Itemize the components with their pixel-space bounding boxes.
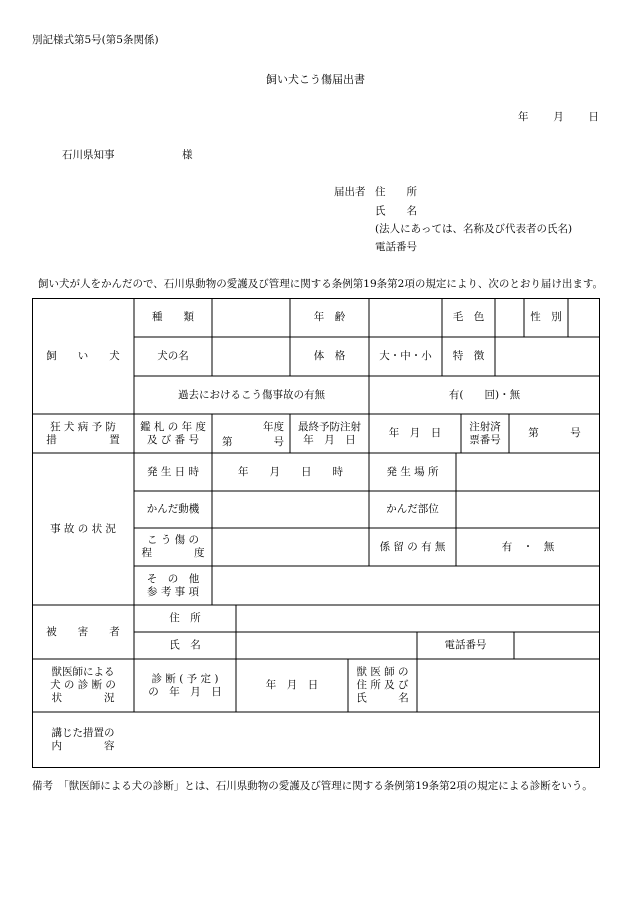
vet-info-field[interactable] (417, 659, 600, 712)
detention-label: 係 留 の 有 無 (379, 540, 446, 553)
tag-no-prefix: 第 (222, 436, 233, 448)
last-vaccination-label (290, 414, 369, 453)
detention-answer[interactable]: 有 ・ 無 (501, 540, 555, 553)
age-label: 年 齢 (313, 311, 346, 323)
past-bites-answer[interactable]: 有( 回)・無 (448, 388, 521, 401)
vet-section-label (32, 659, 134, 712)
vet-section-line1: 獣医師による (51, 666, 115, 678)
incident-section-label: 事 故 の 状 況 (50, 522, 116, 535)
vet-info-line2: 住 所 及 び (356, 679, 409, 691)
breed-field[interactable] (212, 298, 290, 337)
age-field[interactable] (369, 298, 442, 337)
bite-motive-label: かんだ動機 (146, 503, 200, 515)
tag-label-line2: 及 び 番 号 (146, 433, 199, 446)
last-vaccination-line1: 最終予防注射 (298, 420, 361, 433)
measures-field[interactable] (134, 712, 600, 768)
occur-place-label: 発 生 場 所 (386, 465, 439, 478)
victim-name-label: 氏 名 (169, 639, 201, 651)
injury-label (134, 528, 212, 566)
tag-label-line1: 鑑 札 の 年 度 (140, 420, 206, 433)
sex-label: 性 別 (530, 311, 562, 323)
victim-section-label: 被 害 者 (46, 625, 120, 638)
vet-section-line2: 犬 の 診 断 の (50, 679, 116, 691)
tag-label (134, 414, 212, 453)
applicant-address-label: 住 所 (375, 186, 417, 198)
occur-time-field[interactable]: 年 月 日 時 (238, 465, 343, 478)
victim-name-field[interactable] (236, 632, 417, 659)
report-table (32, 298, 600, 768)
intro-text: 飼い犬が人をかんだので、石川県動物の愛護及び管理に関する条例第19条第2項の規定により、次のとおり届け出ます。 (38, 278, 603, 290)
date-month: 月 (553, 111, 564, 123)
occur-place-field[interactable] (456, 453, 600, 491)
victim-phone-field[interactable] (514, 632, 600, 659)
other-notes-line2: 参 考 事 項 (146, 585, 199, 598)
certificate-number-field[interactable]: 第 号 (528, 427, 581, 439)
sex-field[interactable] (568, 298, 600, 337)
other-notes-field[interactable] (212, 566, 600, 605)
breed-label: 種 類 (152, 311, 194, 323)
bite-motive-field[interactable] (212, 491, 369, 528)
past-bites-label: 過去におけるこう傷事故の有無 (178, 388, 325, 401)
diagnosis-date-line1: 診 断 ( 予 定 ) (151, 672, 219, 685)
diagnosis-date-line2: の 年 月 日 (148, 685, 222, 698)
diagnosis-date-field[interactable]: 年 月 日 (265, 679, 319, 691)
applicant-name-label: 氏 名 (375, 205, 417, 217)
applicant-corporate-note: (法人にあっては、名称及び代表者の氏名) (375, 223, 573, 235)
vet-info-line3: 氏 名 (356, 692, 409, 704)
victim-address-field[interactable] (236, 605, 600, 632)
features-field[interactable] (495, 337, 600, 376)
footnote: 備考 「獣医師による犬の診断」とは、石川県動物の愛護及び管理に関する条例第19条第2項の規定による診断をいう。 (32, 780, 593, 792)
vet-section-line3: 状 況 (51, 692, 115, 704)
last-vaccination-field[interactable]: 年 月 日 (388, 427, 442, 439)
date-line (518, 109, 599, 124)
applicant-phone-label: 電話番号 (375, 241, 417, 253)
measures-label (32, 712, 134, 768)
dog-name-field[interactable] (212, 337, 290, 376)
vet-info-line1: 獣 医 師 の (356, 666, 409, 678)
form-number: 別記様式第5号(第5条関係) (32, 34, 159, 46)
coat-field[interactable] (495, 298, 524, 337)
injury-label-line2: 程 度 (141, 547, 205, 559)
vet-info-label (348, 659, 417, 712)
tag-year-unit: 年度 (263, 421, 284, 433)
other-notes-label (134, 566, 212, 605)
form-title: 飼い犬こう傷届出書 (266, 73, 365, 86)
certificate-label-line2: 票番号 (469, 433, 501, 446)
addressee-name: 石川県知事 (62, 149, 115, 161)
rabies-label-line2: 措 置 (46, 433, 120, 446)
injury-label-line1: こ う 傷 の (146, 534, 199, 546)
dog-section-label: 飼 い 犬 (46, 349, 120, 362)
rabies-label-line1: 狂 犬 病 予 防 (50, 420, 116, 433)
tag-no-suffix: 号 (273, 436, 284, 448)
injury-field[interactable] (212, 528, 369, 566)
measures-line1: 講じた措置の (51, 727, 115, 739)
size-label: 体 格 (313, 350, 346, 362)
rabies-label (32, 414, 134, 453)
measures-line2: 内 容 (51, 740, 115, 752)
size-options[interactable]: 大・中・小 (379, 350, 432, 362)
date-day: 日 (588, 111, 599, 123)
bite-part-field[interactable] (456, 491, 600, 528)
bite-part-label: かんだ部位 (386, 503, 439, 515)
occur-time-label: 発 生 日 時 (146, 465, 199, 478)
victim-phone-label: 電話番号 (444, 639, 487, 651)
coat-label: 毛 色 (452, 311, 485, 323)
victim-address-label: 住 所 (169, 612, 201, 624)
dog-name-label: 犬の名 (157, 350, 189, 362)
certificate-label (461, 414, 509, 453)
diagnosis-date-label (134, 659, 236, 712)
features-label: 特 徴 (452, 350, 485, 362)
date-year: 年 (518, 111, 529, 123)
other-notes-line1: そ の 他 (146, 572, 200, 585)
certificate-label-line1: 注射済 (469, 420, 501, 433)
addressee-honorific: 様 (182, 149, 193, 161)
last-vaccination-line2: 年 月 日 (303, 433, 356, 446)
tag-field[interactable] (212, 414, 290, 453)
applicant-label: 届出者 (334, 186, 366, 198)
